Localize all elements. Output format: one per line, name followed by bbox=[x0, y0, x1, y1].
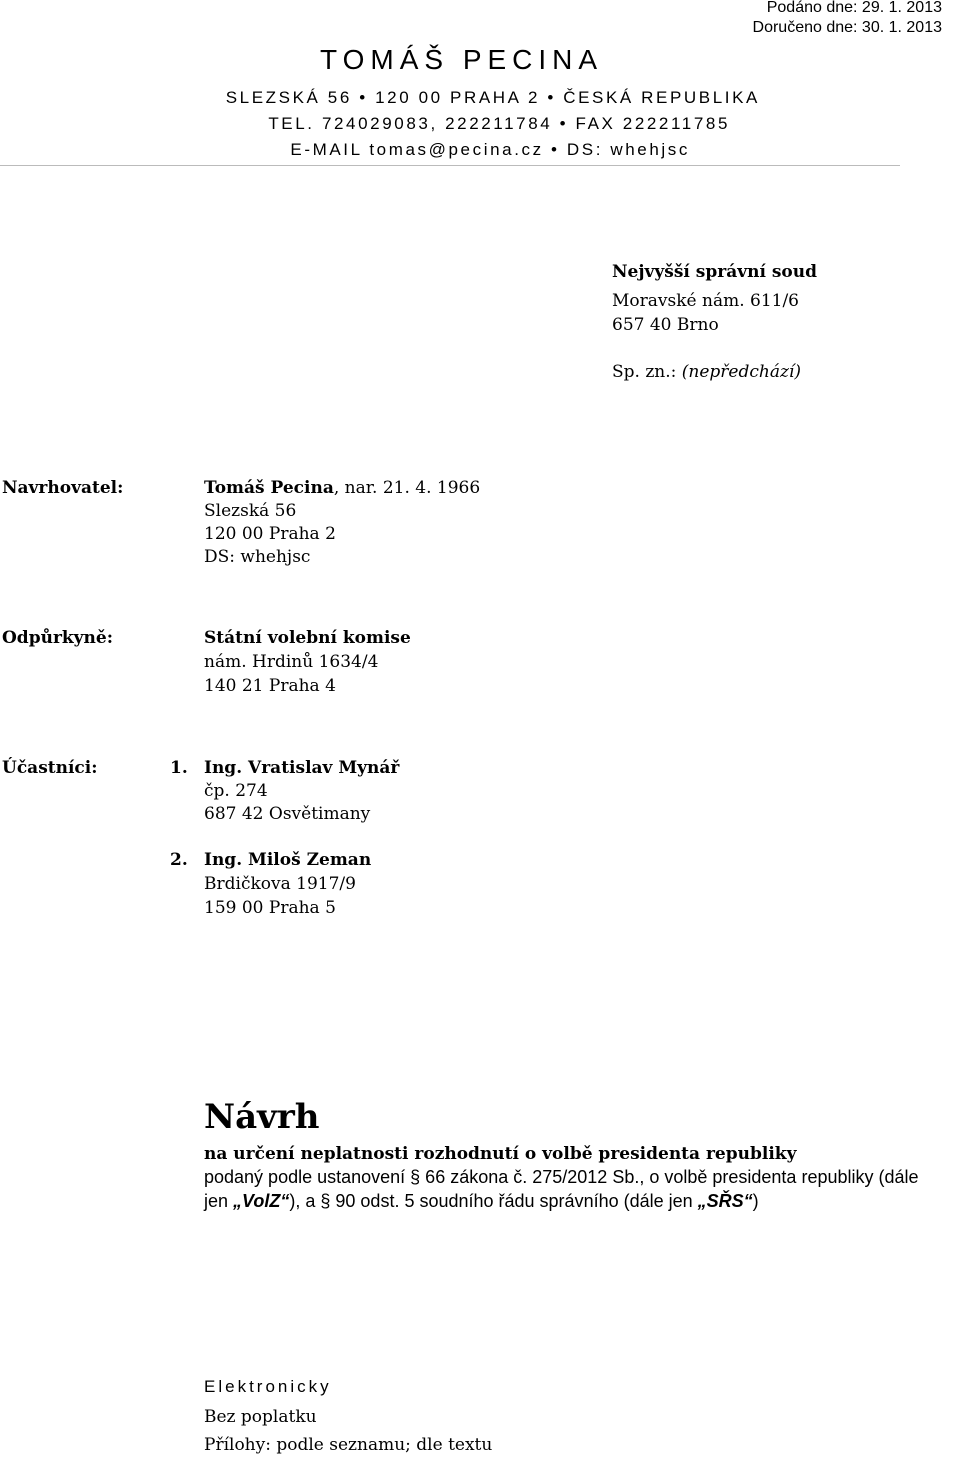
motion-title: Návrh bbox=[204, 1097, 320, 1137]
delivered-date: Doručeno dne: 30. 1. 2013 bbox=[752, 19, 942, 36]
respondent-label: Odpůrkyně: bbox=[2, 628, 114, 648]
participant-city: 159 00 Praha 5 bbox=[204, 898, 336, 918]
respondent-city: 140 21 Praha 4 bbox=[204, 676, 336, 696]
participants-label: Účastníci: bbox=[2, 758, 98, 778]
letterhead-name: TOMÁŠ PECINA bbox=[320, 44, 604, 75]
participant-street: Brdičkova 1917/9 bbox=[204, 874, 356, 894]
petitioner-label: Navrhovatel: bbox=[2, 478, 124, 498]
participant-number: 2. bbox=[170, 850, 188, 870]
court-name: Nejvyšší správní soud bbox=[612, 262, 817, 282]
letterhead-address: SLEZSKÁ 56 • 120 00 PRAHA 2 • ČESKÁ REPUBLIKA bbox=[225, 88, 760, 107]
petitioner-name: Tomáš Pecina, nar. 21. 4. 1966 bbox=[204, 478, 481, 498]
participant-number: 1. bbox=[170, 758, 188, 778]
motion-paragraph: podaný podle ustanovení § 66 zákona č. 275/2012 Sb., o volbě presidenta republiky (dále jen „VolZ“), a § 90 odst. 5 soudního řádu správního (dále jen „SŘS“) bbox=[204, 1167, 919, 1211]
petitioner-ds: DS: whehjsc bbox=[204, 547, 311, 567]
petitioner-city: 120 00 Praha 2 bbox=[204, 524, 336, 544]
respondent-name: Státní volební komise bbox=[204, 628, 411, 648]
filed-date: Podáno dne: 29. 1. 2013 bbox=[766, 0, 942, 16]
respondent-street: nám. Hrdinů 1634/4 bbox=[204, 652, 379, 672]
fee-note: Bez poplatku bbox=[204, 1407, 317, 1427]
participant-street: čp. 274 bbox=[204, 781, 268, 801]
participant-name: Ing. Vratislav Mynář bbox=[204, 758, 400, 778]
attachments-note: Přílohy: podle seznamu; dle textu bbox=[204, 1435, 493, 1455]
participant-city: 687 42 Osvětimany bbox=[204, 804, 371, 824]
participant-name: Ing. Miloš Zeman bbox=[204, 850, 372, 870]
delivery-method: Elektronicky bbox=[204, 1377, 332, 1396]
court-city: 657 40 Brno bbox=[612, 315, 719, 335]
file-number: Sp. zn.: (nepředchází) bbox=[612, 362, 802, 382]
court-street: Moravské nám. 611/6 bbox=[612, 291, 799, 311]
petitioner-street: Slezská 56 bbox=[204, 501, 297, 521]
motion-subtitle: na určení neplatnosti rozhodnutí o volbě presidenta republiky bbox=[204, 1144, 797, 1164]
letterhead-phone: TEL. 724029083, 222211784 • FAX 222211785 bbox=[268, 114, 730, 133]
letterhead-divider bbox=[0, 165, 900, 166]
letterhead-email: E-MAIL tomas@pecina.cz • DS: whehjsc bbox=[290, 140, 690, 159]
